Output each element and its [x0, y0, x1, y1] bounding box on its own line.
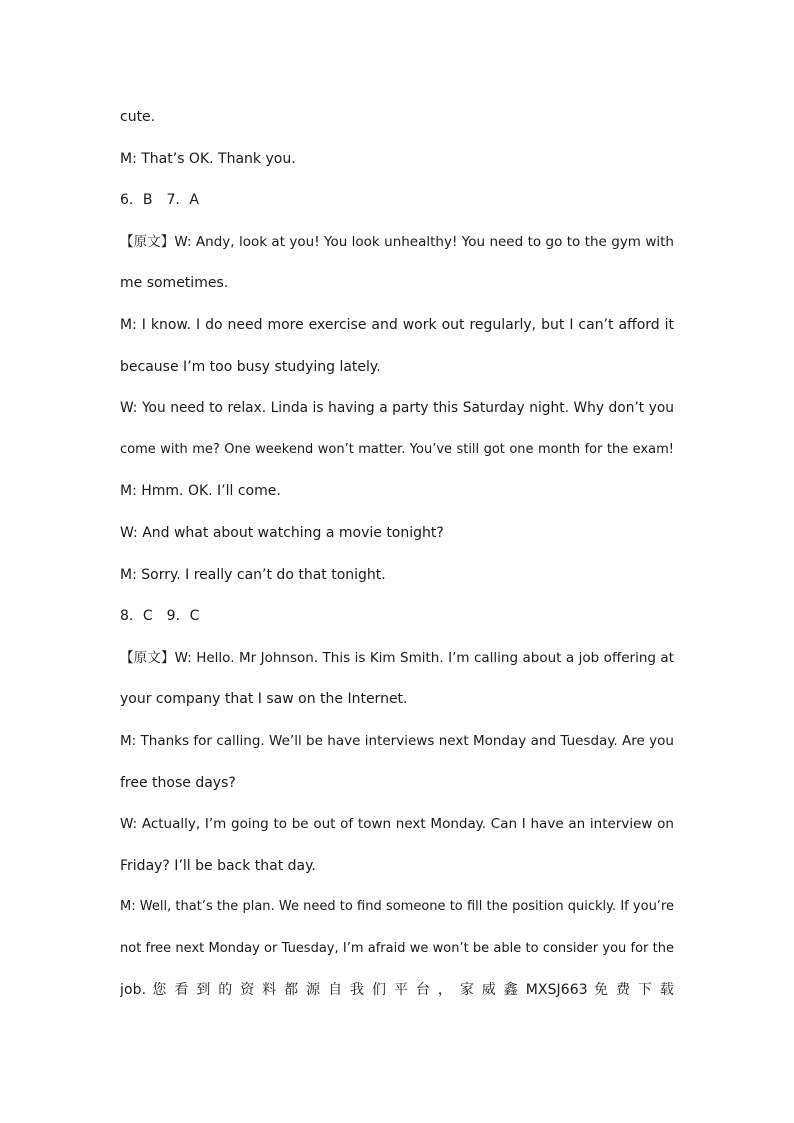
text-line: 【原文】W: Hello. Mr Johnson. This is Kim Smith. I’m calling about a job offering at: [120, 649, 674, 666]
text-line: M: That’s OK. Thank you.: [120, 150, 296, 167]
text-line: M: Hmm. OK. I’ll come.: [120, 483, 281, 500]
text-line: your company that I saw on the Internet.: [120, 691, 408, 708]
text-line: M: Well, that’s the plan. We need to find someone to fill the position quickly. If you’re: [120, 899, 674, 915]
text-line: M: Thanks for calling. We’ll be have interviews next Monday and Tuesday. Are you: [120, 732, 674, 749]
text-line: M: Sorry. I really can’t do that tonight.: [120, 566, 386, 583]
text-line: because I’m too busy studying lately.: [120, 358, 381, 375]
text-line: 【原文】W: Andy, look at you! You look unhealthy! You need to go to the gym with: [120, 233, 674, 250]
text-line: free those days?: [120, 774, 236, 791]
text-line: Friday? I’ll be back that day.: [120, 857, 316, 874]
text-line: me sometimes.: [120, 275, 229, 292]
text-line: job. 您 看 到 的 资 料 都 源 自 我 们 平 台 ， 家 威 鑫 MXSJ663 免 费 下 载: [120, 982, 674, 999]
text-line: M: I know. I do need more exercise and work out regularly, but I can’t afford it: [120, 316, 674, 333]
text-line: not free next Monday or Tuesday, I’m afraid we won’t be able to consider you for the: [120, 940, 674, 956]
text-line: W: You need to relax. Linda is having a party this Saturday night. Why don’t you: [120, 400, 674, 417]
answer-line: 6．B 7．A: [120, 192, 199, 209]
answer-line: 8．C 9．C: [120, 608, 200, 625]
document-body: [120, 104, 674, 1019]
text-line: W: And what about watching a movie tonight?: [120, 524, 444, 541]
text-line: W: Actually, I’m going to be out of town next Monday. Can I have an interview on: [120, 816, 674, 833]
text-line: come with me? One weekend won’t matter. You’ve still got one month for the exam!: [120, 441, 674, 457]
text-line: cute.: [120, 109, 156, 125]
